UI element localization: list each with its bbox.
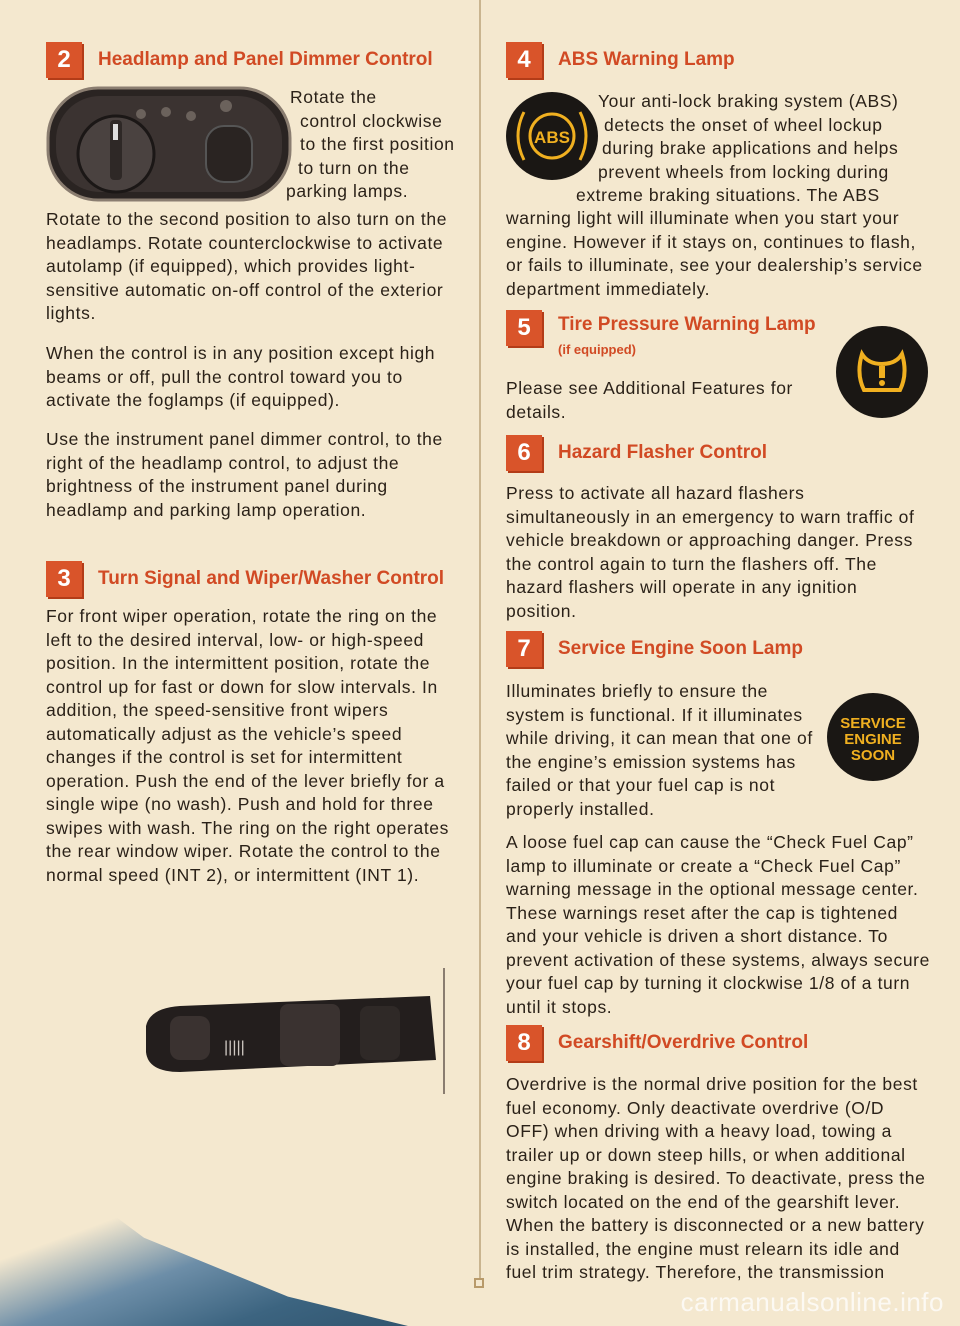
service-engine-soon-icon [826, 692, 920, 782]
section-6-paragraph-1: Press to activate all hazard flashers simultaneously in an emergency to warn traffic of vehicle breakdown or approaching danger. Press the control again to turn the flashers off. The hazard flashers will operate in any ignition position. [506, 483, 915, 621]
sed-icon-line: SERVICE [840, 715, 906, 732]
section-3-paragraph-1: For front wiper operation, rotate the ring on the left to the desired interval, low- or high-speed position. In the intermittent position, rotate the control up for fast or down for slow intervals. In addition, the speed-sensitive front wipers automatically adjust as the vehicle’s speed changes if the control is set for intermittent operation. Push the end of the lever briefly for a single wipe (no wash). Push and hold for three swipes with wash. The ring on the right operates the rear window wiper. Rotate the control to the normal speed (INT 2), or intermittent (INT 1). [46, 606, 449, 885]
section-7-number: 7 [506, 631, 542, 667]
section-6-header [506, 435, 767, 471]
section-3-title: Turn Signal and Wiper/Washer Control [98, 568, 445, 589]
section-2-header [46, 42, 433, 78]
section-3-header [46, 561, 444, 597]
abs-icon-label: ABS [534, 128, 570, 147]
section-2-paragraph-1: Rotate to the second position to also turn on the headlamps. Rotate counterclockwise to activate autolamp (if equipped), which provides light-sensitive automatic on-off control of the exterior lights. [46, 209, 448, 323]
section-7-paragraph-2: A loose fuel cap can cause the “Check Fuel Cap” lamp to illuminate or create a “Check Fuel Cap” warning message in the optional message center. These warnings reset after the cap is tightened and your vehicle is driven a short distance. To prevent activation of these systems, always secure your fuel cap by turning it clockwise 1/8 of a turn until it stops. [506, 832, 930, 1017]
wrap-line: to the first position [300, 134, 455, 154]
wrap-line: parking lamps. [286, 181, 409, 201]
wrap-line: prevent wheels from locking during [598, 161, 889, 182]
sed-icon-line: ENGINE [844, 731, 902, 748]
section-4-wrap-text [0, 90, 940, 208]
tire-pressure-icon [834, 324, 930, 420]
section-5-number: 5 [506, 310, 542, 346]
watermark: carmanualsonline.info [680, 1287, 944, 1317]
water-photo-decoration [0, 1130, 480, 1326]
section-2-paragraph-3: Use the instrument panel dimmer control, to the right of the headlamp control, to adjust the brightness of the instrument panel during headlamp and parking lamp operation. [46, 429, 443, 520]
section-4-number: 4 [506, 42, 542, 78]
section-2-paragraph-2: When the control is in any position except high beams or off, pull the control toward you to activate the foglamps (if equipped). [46, 343, 436, 410]
wrap-line: Your anti-lock braking system (ABS) [598, 91, 899, 111]
section-6-title: Hazard Flasher Control [558, 442, 768, 463]
section-7-title: Service Engine Soon Lamp [558, 638, 803, 659]
section-5-subtitle: (if equipped) [558, 342, 636, 357]
section-5-paragraph-1: Please see Additional Features for details. [506, 378, 793, 422]
column-divider-end [474, 1278, 484, 1288]
wrap-line: to turn on the [298, 157, 410, 178]
section-3-number: 3 [46, 561, 82, 597]
section-2-number: 2 [46, 42, 82, 78]
section-2-title: Headlamp and Panel Dimmer Control [98, 49, 433, 70]
wiper-lever-image [140, 968, 450, 1094]
section-8-title: Gearshift/Overdrive Control [558, 1032, 809, 1053]
wrap-line: Rotate the [290, 87, 377, 107]
section-6-number: 6 [506, 435, 542, 471]
section-4-paragraph-1: warning light will illuminate when you start your engine. However if it stays on, continues to flash, or fails to illuminate, see your dealership’s service department immediately. [506, 208, 923, 299]
wrap-line: extreme braking situations. The ABS [576, 185, 880, 205]
section-5-header [506, 310, 816, 357]
sed-icon-line: SOON [850, 747, 896, 764]
wrap-line: control clockwise [300, 110, 443, 131]
wrap-line: during brake applications and helps [602, 138, 899, 158]
section-4-header [506, 42, 735, 78]
section-7-header [506, 631, 803, 667]
section-4-title: ABS Warning Lamp [558, 49, 735, 70]
section-8-paragraph-1: Overdrive is the normal drive position for the best fuel economy. Only deactivate overdrive (O/D OFF) when driving with a heavy load, towing a trailer up or down steep hills, or when additional engine braking is desired. To deactivate, press the switch located on the end of the gearshift lever. When the battery is disconnected or a new battery is installed, the engine must relearn its idle and fuel trim strategy. Therefore, the transmission [506, 1074, 926, 1282]
section-8-header [506, 1025, 808, 1061]
svg-text:|||||: ||||| [224, 1039, 245, 1056]
section-8-number: 8 [506, 1025, 542, 1061]
wrap-line: detects the onset of wheel lockup [604, 114, 883, 135]
section-7-paragraph-1: Illuminates briefly to ensure the system is functional. If it illuminates while driving, it can mean that one of the engine’s emission systems has failed or that your fuel cap is not properly installed. [506, 681, 813, 819]
section-5-title: Tire Pressure Warning Lamp [558, 314, 816, 335]
